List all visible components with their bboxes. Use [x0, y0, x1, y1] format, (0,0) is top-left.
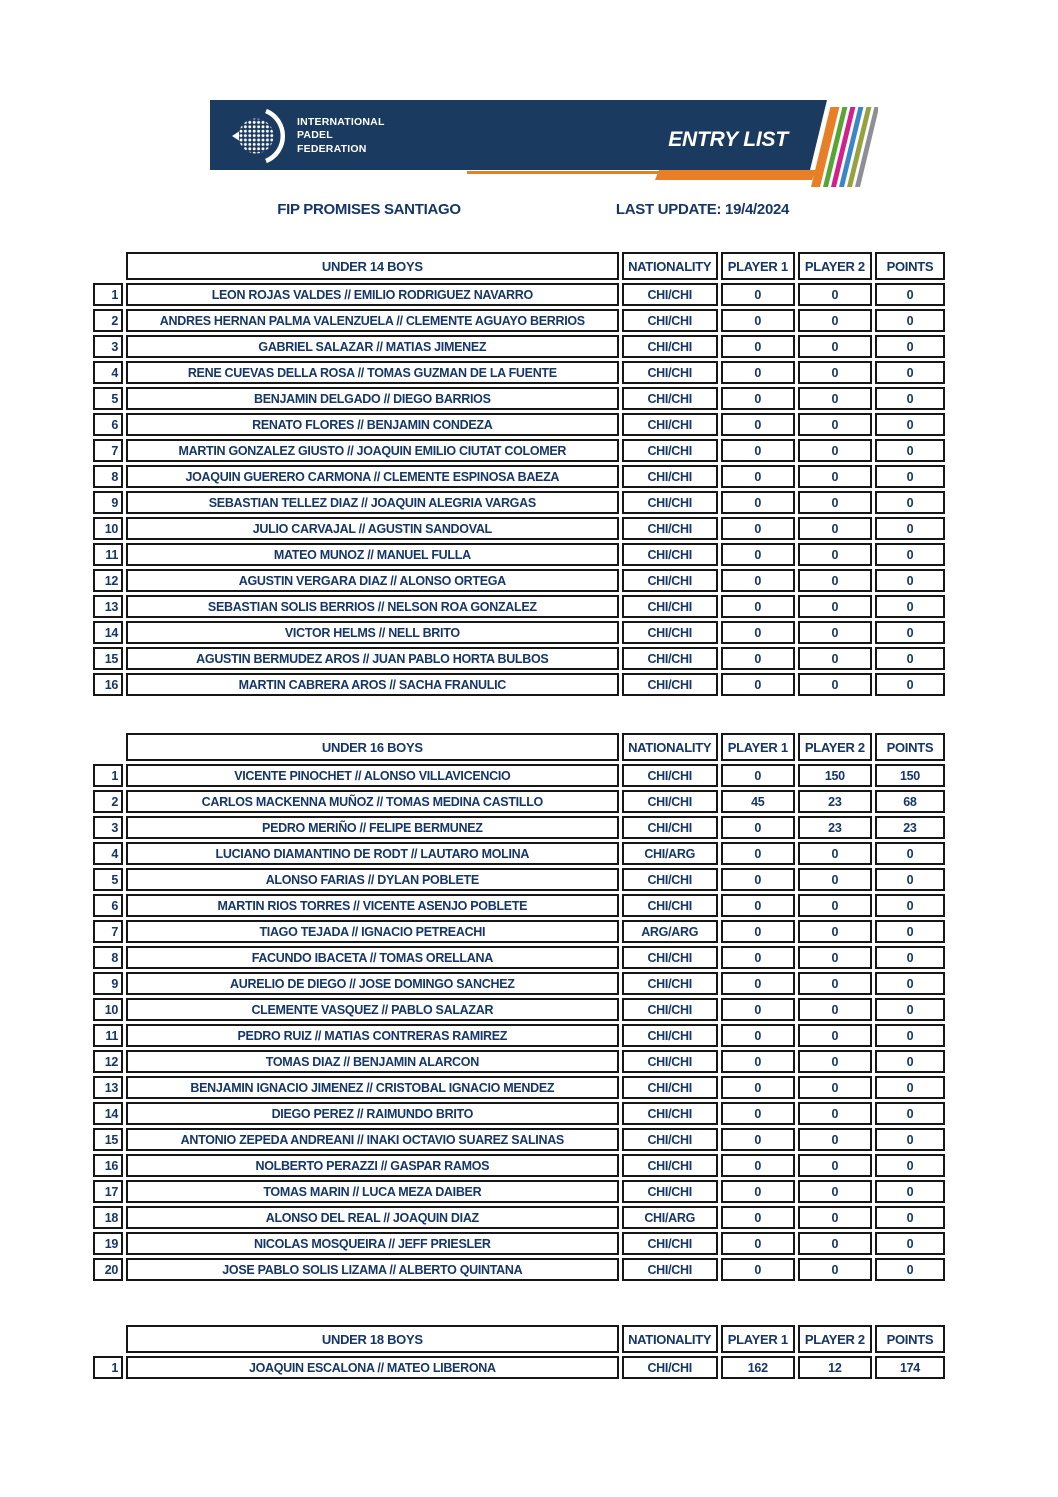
row-rank: 15 [93, 1128, 123, 1151]
nationality: CHI/CHI [622, 491, 718, 514]
nationality: CHI/CHI [622, 1102, 718, 1125]
entry-row [93, 1024, 945, 1047]
nationality: CHI/CHI [622, 868, 718, 891]
player1-points: 0 [721, 283, 795, 306]
entry-row [93, 842, 945, 865]
nationality: CHI/ARG [622, 842, 718, 865]
entry-row [93, 647, 945, 670]
points-header: POINTS [875, 252, 945, 280]
nationality: ARG/ARG [622, 920, 718, 943]
player1-points: 0 [721, 1258, 795, 1281]
player1-points: 0 [721, 387, 795, 410]
player1-points: 0 [721, 413, 795, 436]
player2-points: 0 [798, 387, 872, 410]
row-rank: 14 [93, 1102, 123, 1125]
category-header: UNDER 18 BOYS [126, 1325, 619, 1353]
player2-points: 0 [798, 647, 872, 670]
table-header-row [93, 733, 945, 761]
player2-points: 0 [798, 439, 872, 462]
player1-points: 0 [721, 1076, 795, 1099]
player1-points: 0 [721, 842, 795, 865]
player1-points: 0 [721, 1128, 795, 1151]
row-rank: 2 [93, 309, 123, 332]
player-pair: MATEO MUNOZ // MANUEL FULLA [126, 543, 619, 566]
nationality: CHI/CHI [622, 361, 718, 384]
row-rank: 13 [93, 595, 123, 618]
entry-row [93, 1232, 945, 1255]
player-pair: CARLOS MACKENNA MUÑOZ // TOMAS MEDINA CASTILLO [126, 790, 619, 813]
header-spacer [93, 733, 123, 761]
row-rank: 8 [93, 946, 123, 969]
row-rank: 1 [93, 764, 123, 787]
row-rank: 15 [93, 647, 123, 670]
header-spacer [93, 1325, 123, 1353]
points-total: 0 [875, 1076, 945, 1099]
player1-points: 0 [721, 335, 795, 358]
player2-points: 0 [798, 1154, 872, 1177]
nationality: CHI/CHI [622, 335, 718, 358]
player1-points: 0 [721, 1154, 795, 1177]
row-rank: 6 [93, 413, 123, 436]
player1-points: 0 [721, 491, 795, 514]
points-total: 0 [875, 1206, 945, 1229]
player-pair: BENJAMIN DELGADO // DIEGO BARRIOS [126, 387, 619, 410]
player1-header: PLAYER 1 [721, 733, 795, 761]
player1-points: 0 [721, 1180, 795, 1203]
row-rank: 19 [93, 1232, 123, 1255]
points-total: 150 [875, 764, 945, 787]
points-total: 0 [875, 439, 945, 462]
player1-points: 0 [721, 946, 795, 969]
player-pair: TOMAS DIAZ // BENJAMIN ALARCON [126, 1050, 619, 1073]
points-total: 0 [875, 1180, 945, 1203]
player2-points: 0 [798, 465, 872, 488]
player2-points: 0 [798, 569, 872, 592]
player1-points: 0 [721, 1232, 795, 1255]
points-header: POINTS [875, 1325, 945, 1353]
player-pair: FACUNDO IBACETA // TOMAS ORELLANA [126, 946, 619, 969]
player2-header: PLAYER 2 [798, 733, 872, 761]
player2-points: 0 [798, 491, 872, 514]
player2-points: 0 [798, 543, 872, 566]
row-rank: 5 [93, 868, 123, 891]
player-pair: SEBASTIAN TELLEZ DIAZ // JOAQUIN ALEGRIA VARGAS [126, 491, 619, 514]
points-total: 0 [875, 1258, 945, 1281]
player-pair: ANDRES HERNAN PALMA VALENZUELA // CLEMENTE AGUAYO BERRIOS [126, 309, 619, 332]
row-rank: 11 [93, 543, 123, 566]
nationality: CHI/CHI [622, 894, 718, 917]
player-pair: GABRIEL SALAZAR // MATIAS JIMENEZ [126, 335, 619, 358]
player2-points: 0 [798, 517, 872, 540]
nationality: CHI/CHI [622, 595, 718, 618]
entry-row [93, 1102, 945, 1125]
player1-points: 0 [721, 361, 795, 384]
nationality: CHI/CHI [622, 1154, 718, 1177]
player1-points: 0 [721, 894, 795, 917]
entry-row [93, 673, 945, 696]
entry-row [93, 595, 945, 618]
entry-table-under-16-boys [90, 730, 948, 1284]
nationality: CHI/CHI [622, 1076, 718, 1099]
entry-row [93, 621, 945, 644]
ipf-logo [230, 107, 385, 165]
player-pair: NOLBERTO PERAZZI // GASPAR RAMOS [126, 1154, 619, 1177]
player2-points: 0 [798, 673, 872, 696]
player2-points: 0 [798, 361, 872, 384]
points-total: 0 [875, 972, 945, 995]
player2-points: 0 [798, 595, 872, 618]
logo-line-3: FEDERATION [297, 142, 367, 155]
nationality: CHI/CHI [622, 439, 718, 462]
player-pair: CLEMENTE VASQUEZ // PABLO SALAZAR [126, 998, 619, 1021]
player2-header: PLAYER 2 [798, 252, 872, 280]
player1-points: 0 [721, 998, 795, 1021]
player2-points: 0 [798, 413, 872, 436]
points-total: 0 [875, 647, 945, 670]
row-rank: 5 [93, 387, 123, 410]
points-total: 0 [875, 1102, 945, 1125]
entry-row [93, 439, 945, 462]
row-rank: 4 [93, 842, 123, 865]
player2-points: 0 [798, 1232, 872, 1255]
row-rank: 1 [93, 283, 123, 306]
nationality: CHI/CHI [622, 764, 718, 787]
points-total: 0 [875, 1128, 945, 1151]
entry-row [93, 413, 945, 436]
player2-points: 0 [798, 1180, 872, 1203]
player1-points: 0 [721, 517, 795, 540]
ipf-logo-text [297, 116, 385, 157]
nationality: CHI/CHI [622, 569, 718, 592]
entry-row [93, 569, 945, 592]
player-pair: RENE CUEVAS DELLA ROSA // TOMAS GUZMAN DE LA FUENTE [126, 361, 619, 384]
row-rank: 7 [93, 439, 123, 462]
player2-points: 23 [798, 816, 872, 839]
nationality: CHI/CHI [622, 998, 718, 1021]
table-header-row [93, 252, 945, 280]
player1-points: 0 [721, 764, 795, 787]
row-rank: 3 [93, 816, 123, 839]
player1-points: 0 [721, 439, 795, 462]
player-pair: NICOLAS MOSQUEIRA // JEFF PRIESLER [126, 1232, 619, 1255]
row-rank: 10 [93, 517, 123, 540]
player1-points: 0 [721, 920, 795, 943]
entry-row [93, 1206, 945, 1229]
player-pair: TIAGO TEJADA // IGNACIO PETREACHI [126, 920, 619, 943]
nationality: CHI/CHI [622, 1128, 718, 1151]
player1-points: 0 [721, 465, 795, 488]
points-total: 0 [875, 1024, 945, 1047]
nationality: CHI/CHI [622, 1356, 718, 1379]
nationality: CHI/CHI [622, 387, 718, 410]
last-update: LAST UPDATE: 19/4/2024 [615, 201, 790, 218]
points-total: 0 [875, 335, 945, 358]
points-total: 0 [875, 1232, 945, 1255]
player1-points: 162 [721, 1356, 795, 1379]
player-pair: JOAQUIN GUERERO CARMONA // CLEMENTE ESPINOSA BAEZA [126, 465, 619, 488]
entry-row [93, 868, 945, 891]
points-total: 0 [875, 998, 945, 1021]
entry-row [93, 946, 945, 969]
entry-row [93, 790, 945, 813]
row-rank: 6 [93, 894, 123, 917]
player-pair: ALONSO DEL REAL // JOAQUIN DIAZ [126, 1206, 619, 1229]
player-pair: ANTONIO ZEPEDA ANDREANI // INAKI OCTAVIO SUAREZ SALINAS [126, 1128, 619, 1151]
nationality-header: NATIONALITY [622, 252, 718, 280]
player-pair: AURELIO DE DIEGO // JOSE DOMINGO SANCHEZ [126, 972, 619, 995]
nationality: CHI/CHI [622, 1180, 718, 1203]
entry-row [93, 816, 945, 839]
entry-row [93, 543, 945, 566]
player-pair: SEBASTIAN SOLIS BERRIOS // NELSON ROA GONZALEZ [126, 595, 619, 618]
points-total: 0 [875, 569, 945, 592]
entry-table-under-18-boys [90, 1322, 948, 1382]
player2-points: 0 [798, 1258, 872, 1281]
points-total: 68 [875, 790, 945, 813]
points-total: 0 [875, 621, 945, 644]
row-rank: 18 [93, 1206, 123, 1229]
row-rank: 14 [93, 621, 123, 644]
nationality-header: NATIONALITY [622, 733, 718, 761]
player2-points: 0 [798, 621, 872, 644]
row-rank: 12 [93, 569, 123, 592]
entry-row [93, 764, 945, 787]
nationality-header: NATIONALITY [622, 1325, 718, 1353]
nationality: CHI/CHI [622, 1258, 718, 1281]
player-pair: RENATO FLORES // BENJAMIN CONDEZA [126, 413, 619, 436]
player2-points: 0 [798, 972, 872, 995]
points-total: 0 [875, 842, 945, 865]
player-pair: JULIO CARVAJAL // AGUSTIN SANDOVAL [126, 517, 619, 540]
points-total: 0 [875, 387, 945, 410]
category-header: UNDER 16 BOYS [126, 733, 619, 761]
player1-points: 0 [721, 1024, 795, 1047]
player-pair: VICTOR HELMS // NELL BRITO [126, 621, 619, 644]
points-total: 0 [875, 465, 945, 488]
player1-points: 0 [721, 569, 795, 592]
entry-row [93, 1258, 945, 1281]
player2-points: 0 [798, 998, 872, 1021]
entry-list-label: ENTRY LIST [668, 128, 788, 151]
player-pair: MARTIN GONZALEZ GIUSTO // JOAQUIN EMILIO CIUTAT COLOMER [126, 439, 619, 462]
points-total: 0 [875, 309, 945, 332]
logo-line-2: PADEL [297, 129, 333, 142]
player1-points: 0 [721, 647, 795, 670]
entry-row [93, 920, 945, 943]
player1-points: 0 [721, 621, 795, 644]
entry-row [93, 1180, 945, 1203]
entry-row [93, 335, 945, 358]
row-rank: 11 [93, 1024, 123, 1047]
player-pair: LUCIANO DIAMANTINO DE RODT // LAUTARO MOLINA [126, 842, 619, 865]
row-rank: 1 [93, 1356, 123, 1379]
points-total: 0 [875, 673, 945, 696]
category-header: UNDER 14 BOYS [126, 252, 619, 280]
entry-row [93, 1076, 945, 1099]
header-spacer [93, 252, 123, 280]
points-total: 0 [875, 543, 945, 566]
points-total: 0 [875, 946, 945, 969]
nationality: CHI/CHI [622, 647, 718, 670]
player1-points: 0 [721, 595, 795, 618]
entry-row [93, 491, 945, 514]
points-total: 0 [875, 894, 945, 917]
player1-points: 0 [721, 972, 795, 995]
player1-points: 0 [721, 1206, 795, 1229]
player2-points: 12 [798, 1356, 872, 1379]
ipf-ball-icon [230, 107, 288, 165]
nationality: CHI/CHI [622, 621, 718, 644]
entry-row [93, 1356, 945, 1379]
points-total: 0 [875, 595, 945, 618]
entry-row [93, 1154, 945, 1177]
player-pair: DIEGO PEREZ // RAIMUNDO BRITO [126, 1102, 619, 1125]
header-banner [210, 97, 878, 193]
points-total: 0 [875, 1050, 945, 1073]
points-total: 0 [875, 920, 945, 943]
row-rank: 12 [93, 1050, 123, 1073]
nationality: CHI/CHI [622, 946, 718, 969]
player1-points: 0 [721, 868, 795, 891]
player1-header: PLAYER 1 [721, 252, 795, 280]
nationality: CHI/CHI [622, 1024, 718, 1047]
nationality: CHI/CHI [622, 816, 718, 839]
points-total: 0 [875, 361, 945, 384]
points-total: 0 [875, 1154, 945, 1177]
table-header-row [93, 1325, 945, 1353]
entry-row [93, 517, 945, 540]
player-pair: JOSE PABLO SOLIS LIZAMA // ALBERTO QUINTANA [126, 1258, 619, 1281]
player-pair: TOMAS MARIN // LUCA MEZA DAIBER [126, 1180, 619, 1203]
player-pair: MARTIN RIOS TORRES // VICENTE ASENJO POBLETE [126, 894, 619, 917]
entry-row [93, 283, 945, 306]
nationality: CHI/CHI [622, 1050, 718, 1073]
entry-row [93, 465, 945, 488]
row-rank: 3 [93, 335, 123, 358]
tournament-title: FIP PROMISES SANTIAGO [277, 201, 461, 218]
player1-points: 45 [721, 790, 795, 813]
points-total: 23 [875, 816, 945, 839]
row-rank: 17 [93, 1180, 123, 1203]
entry-row [93, 361, 945, 384]
player1-header: PLAYER 1 [721, 1325, 795, 1353]
player1-points: 0 [721, 1102, 795, 1125]
nationality: CHI/CHI [622, 517, 718, 540]
row-rank: 7 [93, 920, 123, 943]
player-pair: AGUSTIN BERMUDEZ AROS // JUAN PABLO HORTA BULBOS [126, 647, 619, 670]
player2-points: 0 [798, 1128, 872, 1151]
row-rank: 9 [93, 491, 123, 514]
player-pair: JOAQUIN ESCALONA // MATEO LIBERONA [126, 1356, 619, 1379]
row-rank: 20 [93, 1258, 123, 1281]
points-total: 174 [875, 1356, 945, 1379]
nationality: CHI/CHI [622, 972, 718, 995]
row-rank: 16 [93, 673, 123, 696]
row-rank: 10 [93, 998, 123, 1021]
nationality: CHI/CHI [622, 790, 718, 813]
nationality: CHI/CHI [622, 1232, 718, 1255]
row-rank: 13 [93, 1076, 123, 1099]
entry-row [93, 1128, 945, 1151]
points-total: 0 [875, 491, 945, 514]
nationality: CHI/CHI [622, 465, 718, 488]
player2-points: 0 [798, 1076, 872, 1099]
row-rank: 16 [93, 1154, 123, 1177]
points-total: 0 [875, 517, 945, 540]
player1-points: 0 [721, 309, 795, 332]
logo-line-1: INTERNATIONAL [297, 115, 385, 128]
row-rank: 8 [93, 465, 123, 488]
player-pair: PEDRO RUIZ // MATIAS CONTRERAS RAMIREZ [126, 1024, 619, 1047]
player-pair: LEON ROJAS VALDES // EMILIO RODRIGUEZ NAVARRO [126, 283, 619, 306]
row-rank: 9 [93, 972, 123, 995]
player1-points: 0 [721, 1050, 795, 1073]
nationality: CHI/CHI [622, 283, 718, 306]
points-total: 0 [875, 413, 945, 436]
player2-points: 0 [798, 894, 872, 917]
player2-points: 0 [798, 842, 872, 865]
player1-points: 0 [721, 816, 795, 839]
nationality: CHI/ARG [622, 1206, 718, 1229]
player-pair: VICENTE PINOCHET // ALONSO VILLAVICENCIO [126, 764, 619, 787]
entry-row [93, 894, 945, 917]
player2-points: 23 [798, 790, 872, 813]
player-pair: BENJAMIN IGNACIO JIMENEZ // CRISTOBAL IGNACIO MENDEZ [126, 1076, 619, 1099]
player2-points: 150 [798, 764, 872, 787]
player1-points: 0 [721, 673, 795, 696]
entry-row [93, 309, 945, 332]
player2-points: 0 [798, 1050, 872, 1073]
points-total: 0 [875, 868, 945, 891]
player2-points: 0 [798, 946, 872, 969]
player2-points: 0 [798, 1206, 872, 1229]
entry-table-under-14-boys [90, 249, 948, 699]
entry-row [93, 1050, 945, 1073]
player2-header: PLAYER 2 [798, 1325, 872, 1353]
player-pair: MARTIN CABRERA AROS // SACHA FRANULIC [126, 673, 619, 696]
player1-points: 0 [721, 543, 795, 566]
player2-points: 0 [798, 309, 872, 332]
nationality: CHI/CHI [622, 673, 718, 696]
nationality: CHI/CHI [622, 543, 718, 566]
nationality: CHI/CHI [622, 413, 718, 436]
player2-points: 0 [798, 868, 872, 891]
row-rank: 2 [93, 790, 123, 813]
entry-row [93, 387, 945, 410]
player2-points: 0 [798, 335, 872, 358]
row-rank: 4 [93, 361, 123, 384]
entry-row [93, 998, 945, 1021]
points-header: POINTS [875, 733, 945, 761]
player2-points: 0 [798, 920, 872, 943]
player-pair: ALONSO FARIAS // DYLAN POBLETE [126, 868, 619, 891]
nationality: CHI/CHI [622, 309, 718, 332]
points-total: 0 [875, 283, 945, 306]
player-pair: PEDRO MERIÑO // FELIPE BERMUNEZ [126, 816, 619, 839]
entry-row [93, 972, 945, 995]
player2-points: 0 [798, 1024, 872, 1047]
player-pair: AGUSTIN VERGARA DIAZ // ALONSO ORTEGA [126, 569, 619, 592]
player2-points: 0 [798, 1102, 872, 1125]
player2-points: 0 [798, 283, 872, 306]
